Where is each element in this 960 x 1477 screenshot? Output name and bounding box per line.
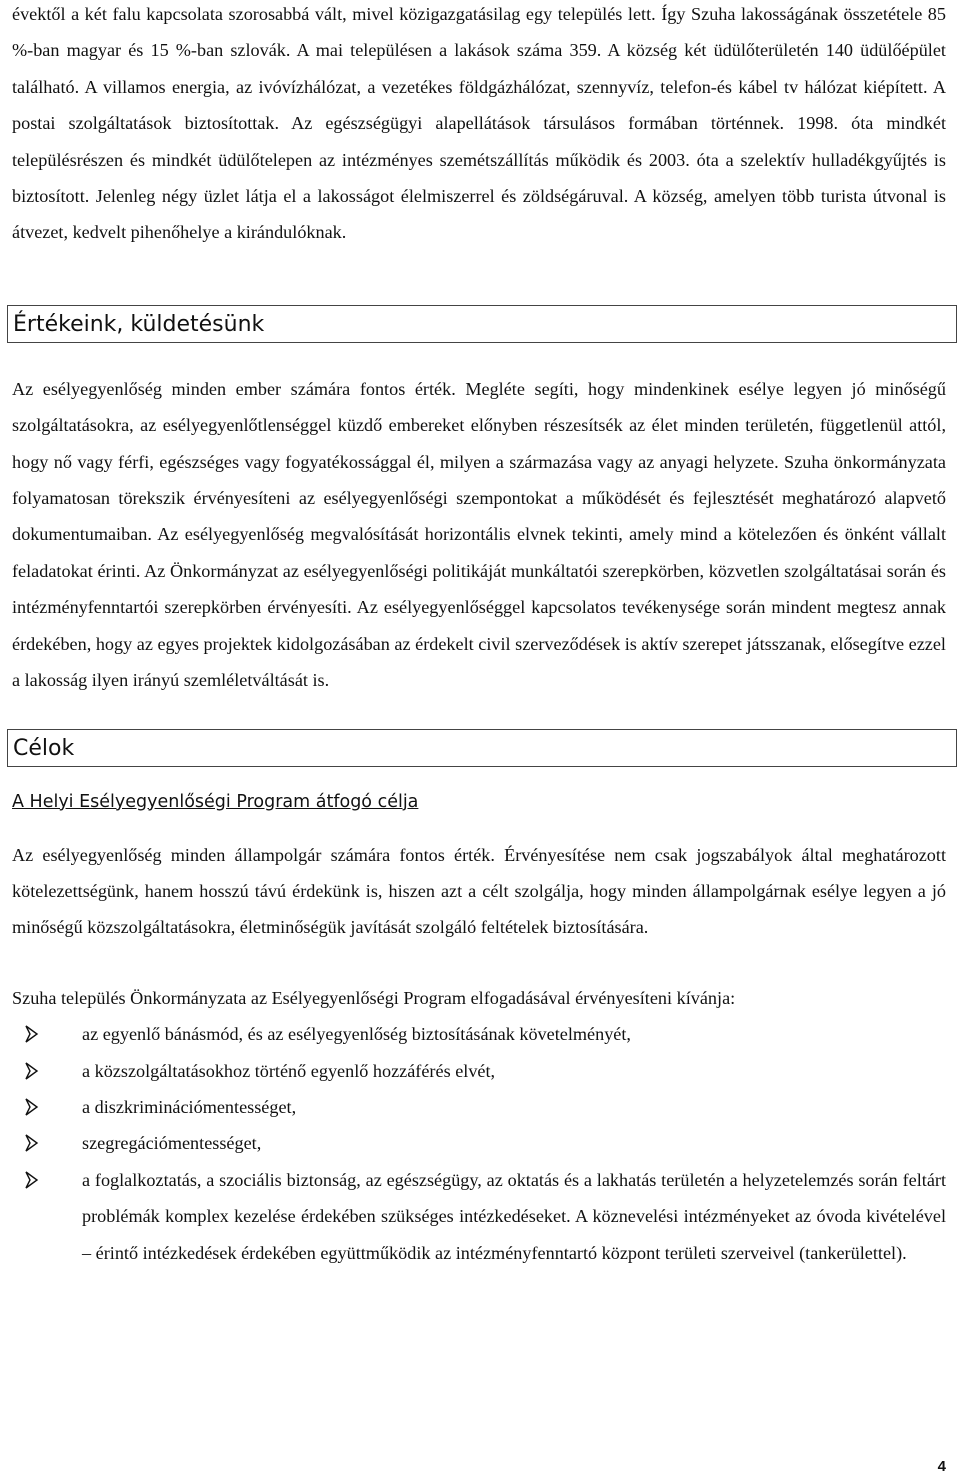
section-heading-values: Értékeink, küldetésünk [7,305,957,343]
list-item-text: szegregációmentességet, [82,1133,262,1154]
list-item-text: az egyenlő bánásmód, és az esélyegyenlőség biztosításának követelményét, [82,1024,631,1045]
list-item-text: a közszolgáltatásokhoz történő egyenlő hozzáférés elvét, [82,1060,496,1081]
list-item [12,1016,946,1052]
values-paragraph: Az esélyegyenlőség minden ember számára fontos érték. Megléte segíti, hogy mindenkinek esélye legyen jó minőségű szolgáltatásokra, az esélyegyenlőtlenséggel küzdő embereket előnyben részesítsék az élet minden területén, függetlenül attól, hogy nő vagy férfi, egészséges vagy fogyatékossággal él, milyen a származása vagy az anyagi helyzete. Szuha önkormányzata folyamatosan törekszik érvényesíteni az esélyegyenlőségi szempontokat a működését és fejlesztését meghatározó alapvető dokumentumaiban. Az esélyegyenlőség megvalósítását horizontális elvnek tekinti, amely mind a kötelezően és önként vállalt feladatokat érinti. Az Önkormányzat az esélyegyenlőségi politikáját munkáltatói szerepkörben, közvetlen szolgáltatásai során és intézményfenntartói szerepkörben érvényesíti. Az esélyegyenlőséggel kapcsolatos tevékenysége során mindent megtesz annak érdekében, hogy az egyes projektek kidolgozásában az érdekelt civil szerveződések is aktív szerepet játsszanak, elősegítve ezzel a lakosság ilyen irányú szemléletváltását is. [12,378,946,691]
page-number: 4 [937,1458,946,1475]
goals-subheading: A Helyi Esélyegyenlőségi Program átfogó célja [12,791,419,812]
list-item [12,1053,946,1089]
list-item [12,1089,946,1125]
spacer [12,699,946,729]
goals-bullet-list [12,1016,946,1271]
spacer [12,817,946,837]
spacer [12,251,946,305]
arrowhead-bullet-icon [22,1125,44,1161]
spacer [12,343,946,371]
section-heading-goals: Célok [7,729,957,767]
list-item-text: a foglalkoztatás, a szociális biztonság, az egészségügy, az oktatás és a lakhatás területén a helyzetelemzés során feltárt problémák komplex kezelése érdekében szükséges intézkedéseket. A köznevelési intézményeket az óvoda kivételével – érintő intézkedések érdekében együttműködik az intézményfenntartó központ területi szerveivel (tankerülettel). [82,1169,946,1263]
arrowhead-bullet-icon [22,1089,44,1125]
intro-paragraph: évektől a két falu kapcsolata szorosabbá vált, mivel közigazgatásilag egy település lett. Így Szuha lakosságának összetétele 85 %-ban magyar és 15 %-ban szlovák. A mai településen a lakások száma 359. A község két üdülőterületén 140 üdülőépület található. A villamos energia, az ivóvízhálózat, a vezetékes földgázhálózat, szennyvíz, telefon-és kábel tv hálózat kiépített. A postai szolgáltatások biztosítottak. Az egészségügyi alapellátások társulásos formában történnek. 1998. óta mindkét településrészen és mindkét üdülőtelepen az intézményes szemétszállítás működik és 2003. óta a szelektív hulladékgyűjtés is biztosított. Jelenleg négy üzlet látja el a lakosságot élelmiszerrel és zöldségáruval. A község, amelyen több turista útvonal is átvezet, kedvelt pihenőhelye a kirándulóknak. [12,4,946,243]
spacer [12,946,946,980]
goals-lead: Szuha település Önkormányzata az Esélyegyenlőségi Program elfogadásával érvényesíteni kívánja: [12,987,736,1008]
list-item-text: a diszkriminációmentességet, [82,1096,297,1117]
spacer [12,767,946,787]
list-item [12,1162,946,1271]
arrowhead-bullet-icon [22,1162,44,1198]
arrowhead-bullet-icon [22,1016,44,1052]
goals-paragraph: Az esélyegyenlőség minden állampolgár számára fontos érték. Érvényesítése nem csak jogszabályok által meghatározott kötelezettségünk, hanem hosszú távú érdekünk is, hiszen azt a célt szolgálja, hogy minden állampolgárnak esélye legyen a jó minőségű közszolgáltatásokra, életminőségük javítását szolgáló feltételek biztosítására. [12,844,946,938]
arrowhead-bullet-icon [22,1053,44,1089]
list-item [12,1125,946,1161]
document-page [12,0,946,1271]
